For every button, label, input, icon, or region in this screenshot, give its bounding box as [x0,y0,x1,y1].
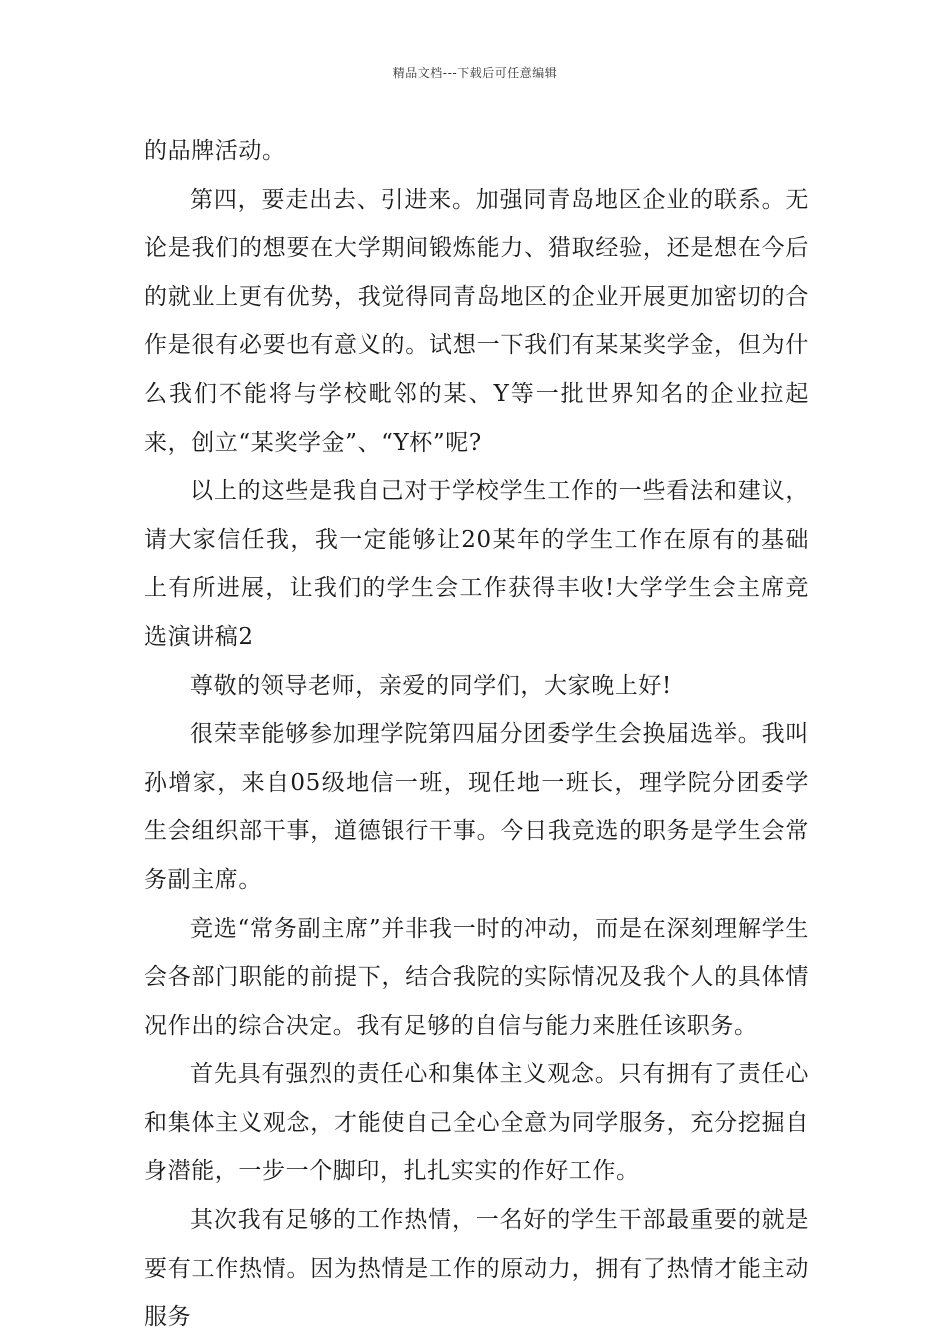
document-body [144,127,809,1342]
page-header: 精品文档---下载后可任意编辑 [392,66,558,80]
paragraph: 首先具有强烈的责任心和集体主义观念。只有拥有了责任心和集体主义观念，才能使自己全心全意为同学服务，充分挖掘自身潜能，一步一个脚印，扎扎实实的作好工作。 [144,1061,809,1185]
paragraph: 很荣幸能够参加理学院第四届分团委学生会换届选举。我叫孙增家，来自05级地信一班，现任地一班长，理学院分团委学生会组织部干事，道德银行干事。今日我竞选的职务是学生会常务副主席。 [144,721,809,893]
paragraph-greeting: 尊敬的领导老师，亲爱的同学们，大家晚上好! [190,672,672,699]
paragraph: 竞选“常务副主席”并非我一时的冲动，而是在深刻理解学生会各部门职能的前提下，结合我院的实际情况及我个人的具体情况作出的综合决定。我有足够的自信与能力来胜任该职务。 [144,915,809,1039]
paragraph: 以上的这些是我自己对于学校学生工作的一些看法和建议，请大家信任我，我一定能够让20某年的学生工作在原有的基础上有所进展，让我们的学生会工作获得丰收!大学学生会主席竞选演讲稿2 [144,478,809,650]
paragraph-continuation: 的品牌活动。 [144,138,286,164]
paragraph: 其次我有足够的工作热情，一名好的学生干部最重要的就是要有工作热情。因为热情是工作的原动力，拥有了热情才能主动服务 [144,1207,809,1331]
paragraph: 第四，要走出去、引进来。加强同青岛地区企业的联系。无论是我们的想要在大学期间锻炼能力、猎取经验，还是想在今后的就业上更有优势，我觉得同青岛地区的企业开展更加密切的合作是很有必要也有意义的。试想一下我们有某某奖学金，但为什么我们不能将与学校毗邻的某、Y等一批世界知名的企业拉起来，创立“某奖学金”、“Y杯”呢? [144,186,809,456]
